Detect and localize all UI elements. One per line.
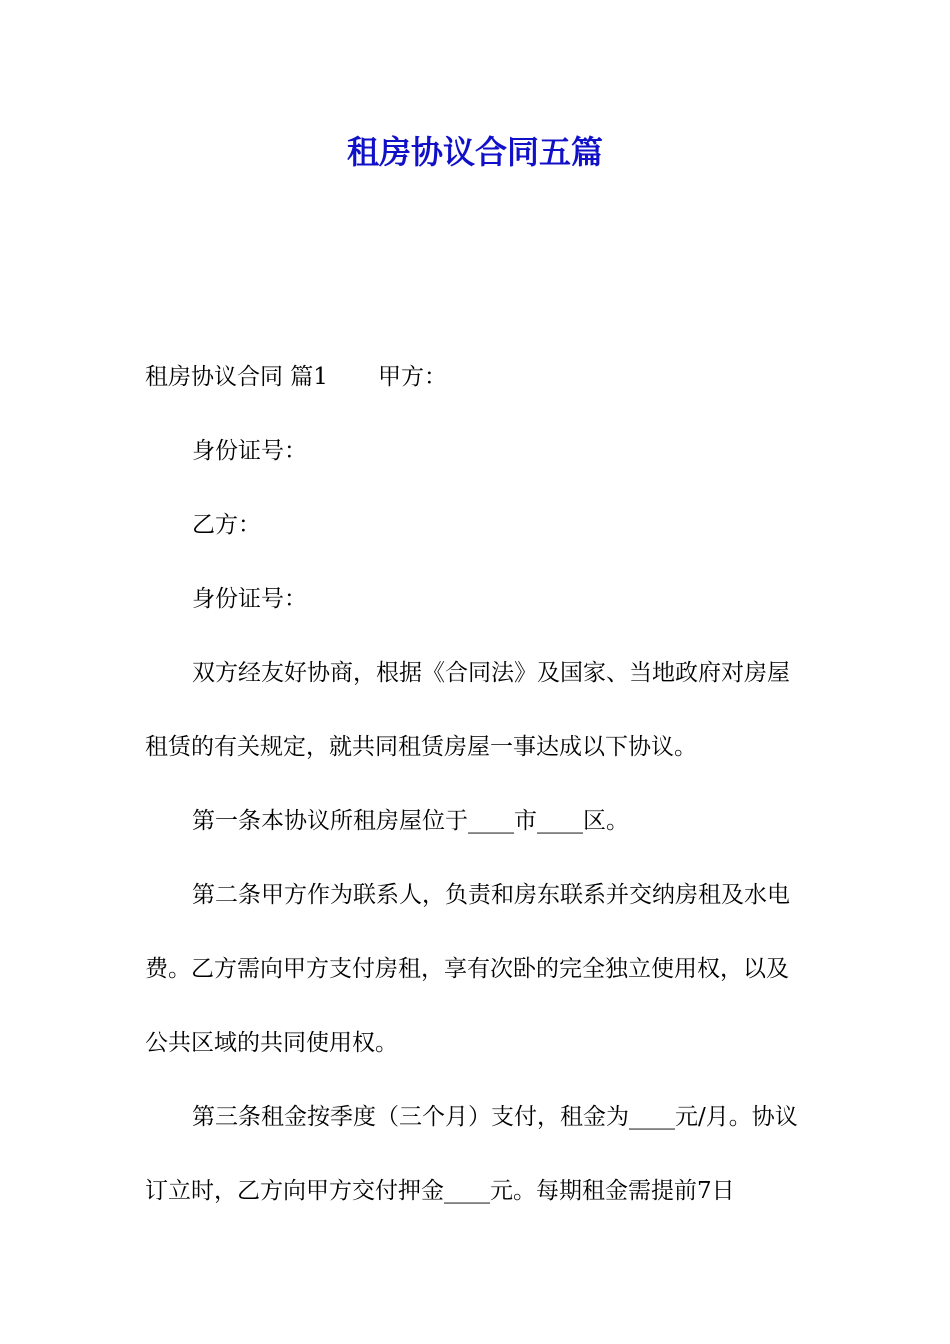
- paragraph-preamble: 双方经友好协商，根据《合同法》及国家、当地政府对房屋租赁的有关规定，就共同租赁房屋一事达成以下协议。: [145, 660, 790, 760]
- document-title: 租房协议合同五篇: [346, 133, 603, 171]
- paragraph-party-b: 乙方：: [192, 512, 261, 538]
- paragraph-article-3: 第三条租金按季度（三个月）支付，租金为____元/月。协议订立时，乙方向甲方交付押金____元。每期租金需提前7日: [145, 1104, 798, 1204]
- section-heading: 租房协议合同 篇1: [145, 364, 328, 390]
- paragraph-heading-line: [145, 340, 810, 414]
- document-body: [145, 340, 810, 1228]
- paragraph-article-2: 第二条甲方作为联系人，负责和房东联系并交纳房租及水电费。乙方需向甲方支付房租，享有次卧的完全独立使用权，以及公共区域的共同使用权。: [145, 882, 790, 1056]
- paragraph-party-b-id: 身份证号：: [192, 586, 307, 612]
- party-a-label: 甲方：: [377, 364, 447, 390]
- paragraph-party-a-id: 身份证号：: [192, 438, 307, 464]
- paragraph-article-1: 第一条本协议所租房屋位于____市____区。: [192, 808, 629, 834]
